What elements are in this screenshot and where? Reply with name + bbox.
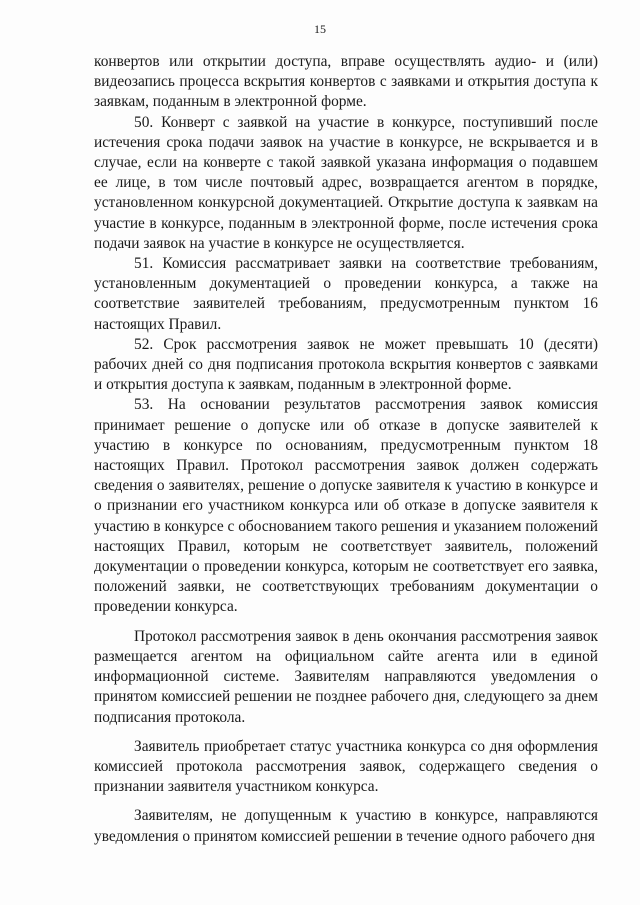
paragraph-53: 53. На основании результатов рассмотрения заявок комиссия принимает решение о допуске или об отказе в допуске заявителей к участию в конкурсе по основаниям, предусмотренным пунктом 18 настоящих Правил. Протокол рассмотрения заявок должен содержать сведения о заявителях, решение о допуске заявителя к участию в конкурсе и о признании его участником конкурса или об отказе в допуске заявителя к участию в конкурсе с обоснованием такого решения и указанием положений настоящих Правил, которым не соответствует заявитель, положений документации о проведении конкурса, которым не соответствует его заявка, положений заявки, не соответствующих требованиям документации о проведении конкурса. — [94, 396, 598, 616]
paragraph-50: 50. Конверт с заявкой на участие в конкурсе, поступивший после истечения срока подачи заявок на участие в конкурсе, не вскрывается и в случае, если на конверте с такой заявкой указана информация о подавшем ее лице, в том числе почтовый адрес, возвращается агентом в порядке, установленном конкурсной документацией. Открытие доступа к заявкам на участие в конкурсе, поданным в электронной форме, после истечения срока подачи заявок на участие в конкурсе не осуществляется. — [94, 113, 598, 252]
paragraph-51: 51. Комиссия рассматривает заявки на соответствие требованиям, установленным документацией о проведении конкурса, а также на соответствие заявителей требованиям, предусмотренным пунктом 16 настоящих Правил. — [94, 255, 598, 333]
paragraph-52: 52. Срок рассмотрения заявок не может превышать 10 (десяти) рабочих дней со дня подписания протокола вскрытия конвертов с заявками и открытия доступа к заявкам, поданным в электронной форме. — [94, 335, 598, 394]
document-body — [94, 52, 598, 847]
paragraph-participant-status: Заявитель приобретает статус участника конкурса со дня оформления комиссией протокола рассмотрения заявок, содержащего сведения о признании заявителя участником конкурса. — [94, 737, 598, 796]
paragraph-protocol-publication: Протокол рассмотрения заявок в день окончания рассмотрения заявок размещается агентом на официальном сайте агента или в единой информационной системе. Заявителям направляются уведомления о принятом комиссией решении не позднее рабочего дня, следующего за днем подписания протокола. — [94, 627, 598, 726]
paragraph-rejected-notification: Заявителям, не допущенным к участию в конкурсе, направляются уведомления о принятом комиссией решении в течение одного рабочего дня — [94, 807, 598, 845]
paragraph-continuation: конвертов или открытии доступа, вправе осуществлять аудио- и (или) видеозапись процесса вскрытия конвертов с заявками и открытия доступа к заявкам, поданным в электронной форме. — [94, 53, 598, 111]
page-number: 15 — [314, 22, 326, 36]
